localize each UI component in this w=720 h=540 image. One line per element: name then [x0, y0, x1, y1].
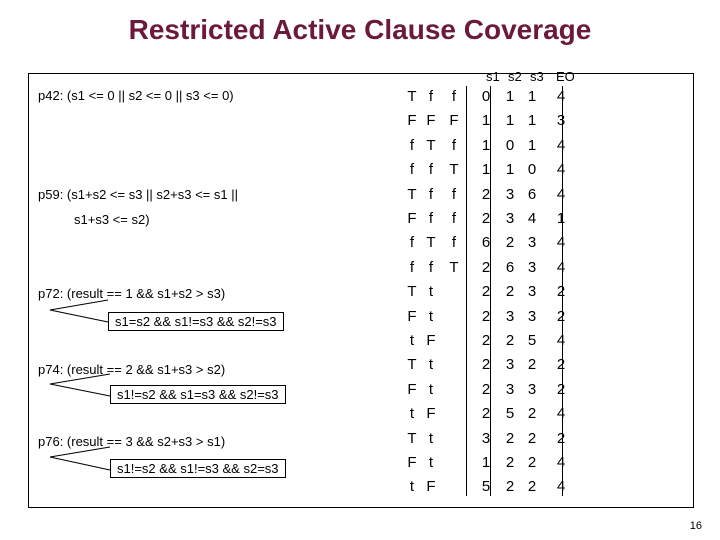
- row-7-clause-c: f: [451, 234, 457, 252]
- row-3-clause-b: T: [426, 136, 436, 154]
- row-5-s2-value: 3: [505, 185, 515, 203]
- header-s2: s2: [508, 69, 522, 84]
- row-7-s1-value: 6: [481, 234, 491, 252]
- row-1-clause-a: T: [407, 88, 417, 105]
- column-divider: [466, 86, 467, 496]
- row-15-clause-a: T: [407, 429, 417, 447]
- row-16-clause-a: F: [407, 454, 417, 471]
- row-13-clause-b: t: [428, 380, 434, 398]
- row-1-clause-c: f: [451, 88, 457, 105]
- row-3-s2-value: 0: [505, 136, 515, 154]
- predicate-p74: p74: (result == 2 && s1+s3 > s2): [38, 362, 226, 377]
- row-17-s3-value: 2: [527, 478, 537, 496]
- row-10-clause-b: t: [428, 307, 434, 325]
- predicate-p76: p76: (result == 3 && s2+s3 > s1): [38, 434, 226, 449]
- row-16-clause-b: t: [428, 454, 434, 471]
- row-10-eo-value: 2: [556, 307, 566, 325]
- row-17-clause-a: t: [409, 478, 415, 496]
- row-14-s3-value: 2: [527, 405, 537, 423]
- row-14-clause-b: F: [426, 405, 436, 423]
- row-16-s2-value: 2: [505, 454, 515, 471]
- row-15-eo-value: 2: [556, 429, 566, 447]
- row-14-s2-value: 5: [505, 405, 515, 423]
- row-4-clause-a: f: [409, 161, 415, 179]
- row-9-clause-a: T: [407, 283, 417, 301]
- row-12-s1-value: 2: [481, 356, 491, 374]
- row-16-s1-value: 1: [481, 454, 491, 471]
- row-5-eo-value: 4: [556, 185, 566, 203]
- row-16-eo-value: 4: [556, 454, 566, 471]
- row-8-s1-value: 2: [481, 258, 491, 276]
- row-1-clause-b: f: [428, 88, 434, 105]
- row-5-clause-b: f: [428, 185, 434, 203]
- row-14-clause-a: t: [409, 405, 415, 423]
- row-2-clause-c: F: [449, 112, 459, 130]
- row-12-clause-a: T: [407, 356, 417, 374]
- row-3-s1-value: 1: [481, 136, 491, 154]
- row-12-eo-value: 2: [556, 356, 566, 374]
- row-3-s3-value: 1: [527, 136, 537, 154]
- row-2-s3-value: 1: [527, 112, 537, 130]
- row-13-eo-value: 2: [556, 380, 566, 398]
- row-5-clause-c: f: [451, 185, 457, 203]
- row-17-eo-value: 4: [556, 478, 566, 496]
- row-1-eo-value: 4: [556, 88, 566, 105]
- row-14-s1-value: 2: [481, 405, 491, 423]
- row-3-clause-a: f: [409, 136, 415, 154]
- row-17-s1-value: 5: [481, 478, 491, 496]
- row-4-s2-value: 1: [505, 161, 515, 179]
- row-1-s1-value: 0: [481, 88, 491, 105]
- row-15-s3-value: 2: [527, 429, 537, 447]
- page-number: 16: [689, 520, 702, 532]
- predicate-p72: p72: (result == 1 && s1+s2 > s3): [38, 286, 226, 301]
- row-7-eo-value: 4: [556, 234, 566, 252]
- row-15-s2-value: 2: [505, 429, 515, 447]
- row-4-clause-b: f: [428, 161, 434, 179]
- row-3-clause-c: f: [451, 136, 457, 154]
- row-17-clause-b: F: [426, 478, 436, 496]
- header-eo: EO: [556, 69, 575, 84]
- row-8-clause-b: f: [428, 258, 434, 276]
- row-6-s2-value: 3: [505, 210, 515, 227]
- row-13-s3-value: 3: [527, 380, 537, 398]
- row-4-s3-value: 0: [527, 161, 537, 179]
- row-6-clause-c: f: [451, 210, 457, 227]
- row-11-s2-value: 2: [505, 332, 515, 349]
- row-6-eo-value: 1: [556, 210, 566, 227]
- condition-box-p76: s1!=s2 && s1!=s3 && s2=s3: [110, 459, 286, 478]
- row-6-clause-a: F: [407, 210, 417, 227]
- condition-box-p72: s1=s2 && s1!=s3 && s2!=s3: [108, 312, 284, 331]
- row-6-s3-value: 4: [527, 210, 537, 227]
- row-1-s2-value: 1: [505, 88, 515, 105]
- slide-title: Restricted Active Clause Coverage: [128, 14, 592, 45]
- row-4-s1-value: 1: [481, 161, 491, 179]
- header-s1: s1: [486, 69, 500, 84]
- row-17-s2-value: 2: [505, 478, 515, 496]
- row-7-clause-b: T: [426, 234, 436, 252]
- row-11-clause-b: F: [426, 332, 436, 349]
- row-6-s1-value: 2: [481, 210, 491, 227]
- row-11-s1-value: 2: [481, 332, 491, 349]
- row-7-s3-value: 3: [527, 234, 537, 252]
- predicate-p42: p42: (s1 <= 0 || s2 <= 0 || s3 <= 0): [38, 88, 234, 103]
- row-11-eo-value: 4: [556, 332, 566, 349]
- row-3-eo-value: 4: [556, 136, 566, 154]
- row-15-s1-value: 3: [481, 429, 491, 447]
- predicate-p59-cont: s1+s3 <= s2): [74, 212, 150, 227]
- row-9-s1-value: 2: [481, 283, 491, 301]
- row-11-clause-a: t: [409, 332, 415, 349]
- row-2-s1-value: 1: [481, 112, 491, 130]
- row-7-s2-value: 2: [505, 234, 515, 252]
- row-9-eo-value: 2: [556, 283, 566, 301]
- row-4-eo-value: 4: [556, 161, 566, 179]
- row-10-s1-value: 2: [481, 307, 491, 325]
- predicate-p59: p59: (s1+s2 <= s3 || s2+s3 <= s1 ||: [38, 187, 238, 202]
- row-11-s3-value: 5: [527, 332, 537, 349]
- row-8-eo-value: 4: [556, 258, 566, 276]
- row-1-s3-value: 1: [527, 88, 537, 105]
- column-divider: [490, 86, 491, 496]
- row-14-eo-value: 4: [556, 405, 566, 423]
- row-10-s3-value: 3: [527, 307, 537, 325]
- row-8-clause-a: f: [409, 258, 415, 276]
- row-12-s2-value: 3: [505, 356, 515, 374]
- row-2-eo-value: 3: [556, 112, 566, 130]
- row-2-s2-value: 1: [505, 112, 515, 130]
- row-8-clause-c: T: [449, 258, 459, 276]
- row-13-clause-a: F: [407, 380, 417, 398]
- row-7-clause-a: f: [409, 234, 415, 252]
- row-9-clause-b: t: [428, 283, 434, 301]
- row-2-clause-b: F: [426, 112, 436, 130]
- row-6-clause-b: f: [428, 210, 434, 227]
- row-16-s3-value: 2: [527, 454, 537, 471]
- row-8-s3-value: 3: [527, 258, 537, 276]
- row-10-s2-value: 3: [505, 307, 515, 325]
- column-divider: [562, 86, 563, 496]
- row-15-clause-b: t: [428, 429, 434, 447]
- row-13-s1-value: 2: [481, 380, 491, 398]
- row-2-clause-a: F: [407, 112, 417, 130]
- row-13-s2-value: 3: [505, 380, 515, 398]
- condition-box-p74: s1!=s2 && s1=s3 && s2!=s3: [110, 385, 286, 404]
- row-5-clause-a: T: [407, 185, 417, 203]
- row-9-s3-value: 3: [527, 283, 537, 301]
- row-5-s1-value: 2: [481, 185, 491, 203]
- row-12-clause-b: t: [428, 356, 434, 374]
- row-8-s2-value: 6: [505, 258, 515, 276]
- row-10-clause-a: F: [407, 307, 417, 325]
- row-5-s3-value: 6: [527, 185, 537, 203]
- row-9-s2-value: 2: [505, 283, 515, 301]
- row-4-clause-c: T: [449, 161, 459, 179]
- header-s3: s3: [530, 69, 544, 84]
- row-12-s3-value: 2: [527, 356, 537, 374]
